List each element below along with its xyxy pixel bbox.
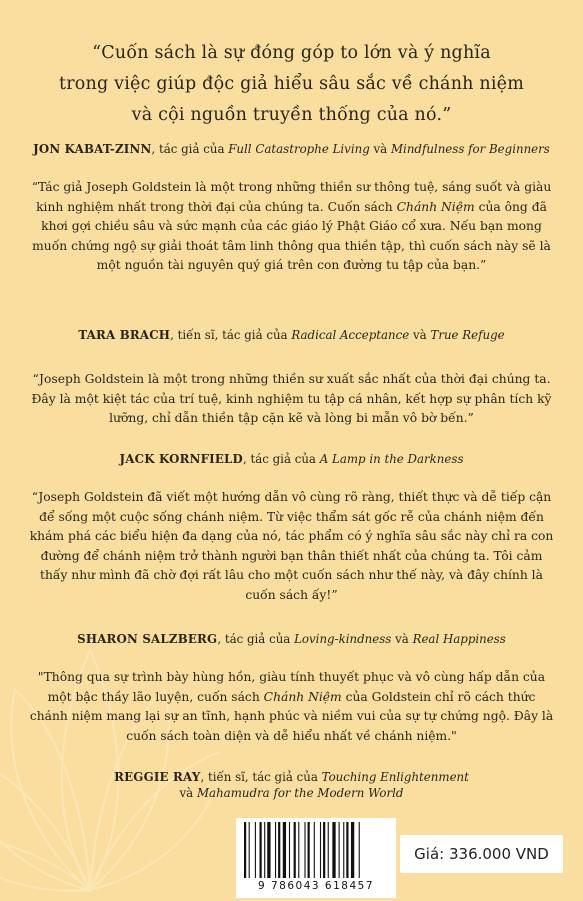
lead-quote-line-1: “Cuốn sách là sự đóng góp to lớn và ý nghĩa (92, 43, 491, 63)
book-title: Real Happiness (412, 632, 506, 646)
price-tag: Giá: 336.000 VND (400, 835, 563, 873)
book-title: Mindfulness for Beginners (390, 142, 550, 156)
quote-kornfield: “Joseph Goldstein là một trong những thiền sư xuất sắc nhất của thời đại chúng ta. Đây là một kiệt tác của trí tuệ, kinh nghiệm tu tập cá nhân, kết hợp sự phân tích kỹ lưỡng, chỉ dẫn thiền tập cặn kẽ và lòng bi mẫn vô bờ bến.” (31, 372, 552, 425)
lead-quote (40, 38, 543, 131)
author-name: REGGIE RAY (114, 770, 201, 784)
book-title: Chánh Niệm (263, 689, 342, 704)
lead-quote-line-2: trong việc giúp độc giả hiểu sâu sắc về chánh niệm (58, 74, 525, 94)
barcode-bars-icon (242, 822, 390, 880)
book-title: Touching Enlightenment (321, 770, 469, 784)
author-name: TARA BRACH (78, 328, 171, 342)
lead-quote-line-3: và cội nguồn truyền thống của nó.” (131, 105, 452, 125)
quote-ray: "Thông qua sự trình bày hùng hồn, giàu tính thuyết phục và vô cùng hấp dẫn của một bậc thầy lão luyện, cuốn sách Chánh Niệm của Goldstein chỉ rõ cách thức chánh niệm mang lại sự an tĩnh, hạnh phúc và niềm vui của sự tự chứng ngộ. Đây là cuốn sách toàn diện và dễ hiểu nhất về chánh niệm." (29, 670, 554, 743)
quote-salzberg: “Joseph Goldstein đã viết một hướng dẫn vô cùng rõ ràng, thiết thực và dễ tiếp cận để sống một cuộc sống chánh niệm. Từ việc thẩm sát gốc rễ của chánh niệm đến khám phá các biểu hiện đa dạng của nó, tác phẩm có ý nghĩa sâu sắc này chỉ ra con đường để chánh niệm trở thành người bạn thân thiết nhất của chúng ta. Tôi cảm thấy như mình đã chờ đợi rất lâu cho một cuốn sách như thế này, và đây chính là cuốn sách ấy!” (29, 490, 554, 602)
isbn-barcode (236, 818, 396, 898)
book-title: Radical Acceptance (291, 328, 410, 342)
credit-brach: TARA BRACH, tiến sĩ, tác giả của Radical Acceptance và True Refuge (78, 328, 505, 342)
book-title: Full Catastrophe Living (228, 142, 370, 156)
author-name: SHARON SALZBERG (77, 632, 218, 646)
author-name: JACK KORNFIELD (119, 452, 243, 466)
credit-salzberg: SHARON SALZBERG, tác giả của Loving-kindness và Real Happiness (77, 632, 506, 646)
book-title: Mahamudra for the Modern World (196, 786, 404, 800)
book-title: True Refuge (430, 328, 505, 342)
isbn-digits: 9 786043 618457 (257, 880, 375, 892)
author-name: JON KABAT-ZINN (33, 142, 152, 156)
book-title: Loving-kindness (294, 632, 392, 646)
quote-brach: “Tác giả Joseph Goldstein là một trong những thiền sư thông tuệ, sáng suốt và giàu kinh nghiệm nhất trong thời đại của chúng ta. Cuốn sách Chánh Niệm của ông đã khơi gợi chiều sâu và sức mạnh của các giáo lý Phật Giáo cổ xưa. Nếu bạn mong muốn chứng ngộ sự giải thoát tâm linh thông qua thiền tập, thì cuốn sách này sẽ là một nguồn tài nguyên quý giá trên con đường tu tập của bạn.” (31, 180, 552, 272)
book-title: Chánh Niệm (396, 199, 475, 214)
credit-ray: REGGIE RAY, tiến sĩ, tác giả của Touching Enlightenment và Mahamudra for the Modern World (114, 770, 469, 800)
credit-kabat-zinn: JON KABAT-ZINN, tác giả của Full Catastrophe Living và Mindfulness for Beginners (33, 142, 550, 156)
book-title: A Lamp in the Darkness (319, 452, 464, 466)
credit-kornfield: JACK KORNFIELD, tác giả của A Lamp in the Darkness (119, 452, 464, 466)
